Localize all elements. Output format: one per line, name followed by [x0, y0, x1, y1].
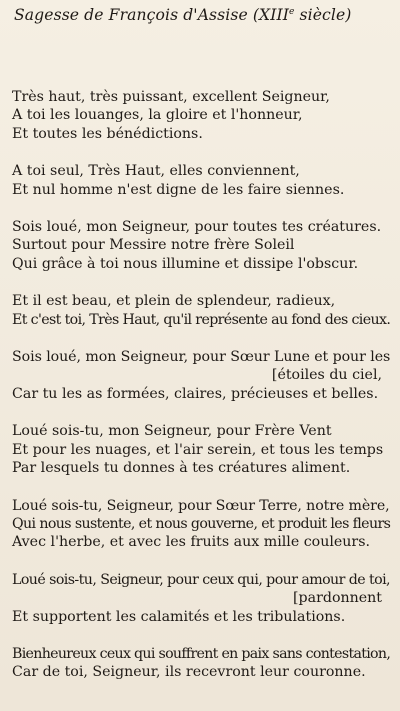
- stanza: [12, 645, 390, 682]
- verse-line: Et pour les nuages, et l'air serein, et tous les temps: [12, 441, 384, 458]
- verse-line: Bienheureux ceux qui souffrent en paix sans contestation,: [12, 645, 391, 662]
- verse-line: Sois loué, mon Seigneur, pour Sœur Lune et pour les: [12, 349, 391, 366]
- stanza: [12, 292, 390, 329]
- stanza: [12, 348, 390, 403]
- title-superscript: e: [289, 6, 295, 17]
- verse-line: Et toutes les bénédictions.: [12, 125, 203, 142]
- verse-line: Loué sois-tu, mon Seigneur, pour Frère Vent: [12, 423, 332, 440]
- verse-line: Car de toi, Seigneur, ils recevront leur couronne.: [12, 664, 366, 681]
- verse-continuation: [étoiles du ciel,: [271, 367, 382, 384]
- verse-line: Qui nous sustente, et nous gouverne, et produit les fleurs: [12, 515, 391, 532]
- verse-line: Et il est beau, et plein de splendeur, radieux,: [12, 293, 336, 310]
- verse-line: Surtout pour Messire notre frère Soleil: [12, 237, 295, 254]
- stanza: [12, 218, 390, 273]
- verse-line: Loué sois-tu, Seigneur, pour Sœur Terre, notre mère,: [12, 497, 390, 514]
- verse-line: Par lesquels tu donnes à tes créatures aliment.: [12, 460, 351, 477]
- verse-line: Et supportent les calamités et les tribulations.: [12, 608, 346, 625]
- verse-line: Qui grâce à toi nous illumine et dissipe l'obscur.: [12, 255, 359, 272]
- verse-line: Sois loué, mon Seigneur, pour toutes tes créatures.: [12, 219, 382, 236]
- verse-line: A toi seul, Très Haut, elles conviennent,: [12, 163, 300, 180]
- poem-body: [12, 88, 390, 701]
- verse-line: Et c'est toi, Très Haut, qu'il représente au fond des cieux.: [12, 311, 391, 328]
- title-tail: siècle): [294, 6, 352, 24]
- verse-line: Très haut, très puissant, excellent Seigneur,: [12, 89, 330, 105]
- stanza: [12, 88, 390, 143]
- verse-line: Car tu les as formées, claires, précieuses et belles.: [12, 385, 379, 402]
- poem-title: [14, 6, 351, 24]
- verse-line: Loué sois-tu, Seigneur, pour ceux qui, pour amour de toi,: [12, 571, 390, 588]
- verse-continuation: [pardonnent: [293, 590, 382, 607]
- stanza: [12, 162, 390, 199]
- verse-line: Avec l'herbe, et avec les fruits aux mille couleurs.: [12, 534, 370, 551]
- stanza: [12, 497, 390, 552]
- verse-line: A toi les louanges, la gloire et l'honneur,: [12, 107, 303, 124]
- title-main: Sagesse de François d'Assise (XIII: [14, 6, 290, 24]
- stanza: [12, 422, 390, 477]
- stanza: [12, 571, 390, 626]
- verse-line: Et nul homme n'est digne de les faire siennes.: [12, 181, 345, 198]
